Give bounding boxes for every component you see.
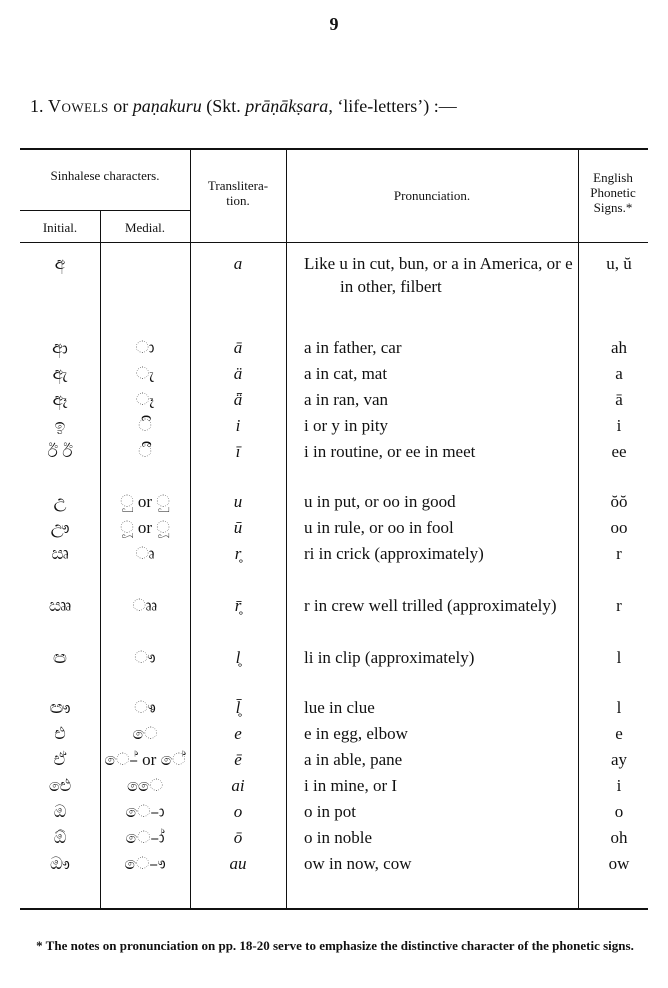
row-phonetic-sign: o xyxy=(614,802,624,821)
header-initial: Initial. xyxy=(42,220,78,235)
table-top-rule xyxy=(20,148,648,150)
row-initial-char: ඎ xyxy=(48,596,72,615)
row-transliteration: ā xyxy=(233,338,243,357)
row-initial-char: ඌ xyxy=(50,518,70,537)
row-initial-char: ඒ xyxy=(53,750,67,769)
row-phonetic-sign: r xyxy=(616,596,622,615)
row-phonetic-sign: a xyxy=(615,364,623,383)
row-transliteration: a xyxy=(233,254,243,273)
header-bottom-rule xyxy=(20,242,648,243)
row-phonetic-sign: e xyxy=(615,724,623,743)
row-medial-char: ෳ xyxy=(134,698,156,717)
row-medial-char: ෙ–් or ේ xyxy=(104,750,186,769)
row-medial-char: ෙ–ා් xyxy=(125,828,165,847)
row-phonetic-sign: i xyxy=(616,776,622,795)
header-sinhalese: Sinhalese characters. xyxy=(50,168,160,183)
row-pronunciation: o in noble xyxy=(304,828,372,847)
row-phonetic-sign: oh xyxy=(610,828,628,847)
heading-number: 1. xyxy=(30,96,44,116)
row-pronunciation: o in pot xyxy=(304,802,356,821)
row-pronunciation: ri in crick (approximately) xyxy=(304,544,484,563)
page-number: 9 xyxy=(329,14,339,34)
row-pronunciation: i in mine, or I xyxy=(304,776,398,795)
row-initial-char: ඊ ඊ xyxy=(47,442,73,461)
row-pronunciation: a in able, pane xyxy=(304,750,403,769)
row-medial-char: ෙ xyxy=(132,724,158,743)
row-pronunciation: i in routine, or ee in meet xyxy=(304,442,476,461)
row-medial-char: ා xyxy=(135,338,155,357)
row-medial-char: ෑ xyxy=(135,390,155,409)
row-initial-char: ඏ xyxy=(53,648,67,667)
row-initial-char: ඈ xyxy=(52,390,68,409)
row-transliteration: ū xyxy=(233,518,243,537)
row-phonetic-sign: oo xyxy=(610,518,628,537)
row-transliteration: u xyxy=(233,492,243,511)
row-phonetic-sign: ow xyxy=(608,854,630,873)
row-medial-char: ෲ xyxy=(132,596,158,615)
heading-vowels: Vowels xyxy=(48,96,109,116)
divider-translit-pron xyxy=(286,148,287,908)
row-initial-char: ඐ xyxy=(49,698,71,717)
row-transliteration: r̥ xyxy=(234,544,242,563)
heading-skt: (Skt. xyxy=(201,96,246,116)
row-transliteration: ä xyxy=(233,364,243,383)
subheader-rule xyxy=(20,210,190,211)
row-pronunciation: lue in clue xyxy=(304,698,375,717)
row-phonetic-sign: ah xyxy=(610,338,628,357)
row-medial-char: ැ xyxy=(135,364,155,383)
row-pronunciation: r in crew well trilled (approximately) xyxy=(304,596,557,615)
row-medial-char: ී xyxy=(138,442,152,461)
table-bottom-rule xyxy=(20,908,648,910)
row-transliteration: ō xyxy=(233,828,243,847)
row-transliteration: e xyxy=(234,724,242,743)
section-heading xyxy=(30,96,650,117)
row-initial-char: ඍ xyxy=(51,544,69,563)
row-initial-char: ඇ xyxy=(52,364,68,383)
header-pronunciation: Pronunciation. xyxy=(393,188,471,203)
row-transliteration: r̥̄ xyxy=(234,596,242,615)
row-initial-char: ආ xyxy=(52,338,68,357)
row-initial-char: ඖ xyxy=(50,854,70,873)
row-phonetic-sign: l xyxy=(616,698,622,717)
row-medial-char: ෟ xyxy=(134,648,156,667)
row-transliteration: ī xyxy=(235,442,241,461)
row-transliteration: l̥ xyxy=(235,648,241,667)
row-medial-char: ි xyxy=(138,416,152,435)
row-phonetic-sign: l xyxy=(616,648,622,667)
header-medial: Medial. xyxy=(124,220,166,235)
row-pronunciation: a in father, car xyxy=(304,338,402,357)
row-initial-char: අ xyxy=(54,254,66,273)
row-transliteration: ai xyxy=(231,776,245,795)
row-pronunciation: e in egg, elbow xyxy=(304,724,408,743)
row-pronunciation: u in put, or oo in good xyxy=(304,492,456,511)
row-initial-char: ඉ xyxy=(54,416,66,435)
row-transliteration: ǟ xyxy=(233,390,243,409)
row-medial-char: ෘ xyxy=(135,544,155,563)
row-initial-char: ඔ xyxy=(53,802,67,821)
row-pronunciation: ow in now, cow xyxy=(304,854,412,873)
row-initial-char: ඓ xyxy=(48,776,72,795)
divider-pron-phonetic xyxy=(578,148,579,908)
row-pronunciation: li in clip (approximately) xyxy=(304,648,475,667)
heading-pranaksara: prāṇākṣara xyxy=(245,96,329,116)
header-transliteration: Translitera- tion. xyxy=(207,178,269,208)
row-pronunciation: u in rule, or oo in fool xyxy=(304,518,454,537)
row-transliteration: i xyxy=(235,416,241,435)
row-medial-char: ෙ–ෟ xyxy=(124,854,166,873)
heading-or: or xyxy=(108,96,133,116)
row-medial-char: ු or ු xyxy=(120,492,170,511)
heading-gloss: , ‘life-letters’) :— xyxy=(328,96,457,116)
row-pronunciation: Like u in cut, bun, or a in America, or e in other, filbert xyxy=(304,254,573,296)
footnote: * The notes on pronunciation on pp. 18-20 serve to emphasize the distinctive character of the phonetic signs. xyxy=(36,938,634,953)
header-phonetic-signs: English Phonetic Signs.* xyxy=(590,170,636,215)
row-phonetic-sign: u, ŭ xyxy=(606,254,632,273)
row-pronunciation: i or y in pity xyxy=(304,416,389,435)
row-transliteration: l̥̄ xyxy=(235,698,241,717)
row-medial-char: ෙ–ා xyxy=(125,802,165,821)
row-medial-char: ෛ xyxy=(126,776,164,795)
row-transliteration: ē xyxy=(234,750,242,769)
row-phonetic-sign: ay xyxy=(610,750,628,769)
row-initial-char: ඕ xyxy=(53,828,67,847)
row-transliteration: o xyxy=(233,802,243,821)
heading-panakuru: paṇakuru xyxy=(132,96,202,116)
row-phonetic-sign: i xyxy=(616,416,622,435)
row-initial-char: එ xyxy=(54,724,66,743)
row-initial-char: උ xyxy=(53,492,67,511)
row-phonetic-sign: ŏŏ xyxy=(610,492,628,511)
row-transliteration: au xyxy=(229,854,247,873)
row-phonetic-sign: ee xyxy=(611,442,627,461)
row-phonetic-sign: r xyxy=(616,544,622,563)
row-phonetic-sign: ā xyxy=(615,390,623,409)
row-medial-char: ූ or ූ xyxy=(120,518,170,537)
row-pronunciation: a in cat, mat xyxy=(304,364,388,383)
row-pronunciation: a in ran, van xyxy=(304,390,389,409)
